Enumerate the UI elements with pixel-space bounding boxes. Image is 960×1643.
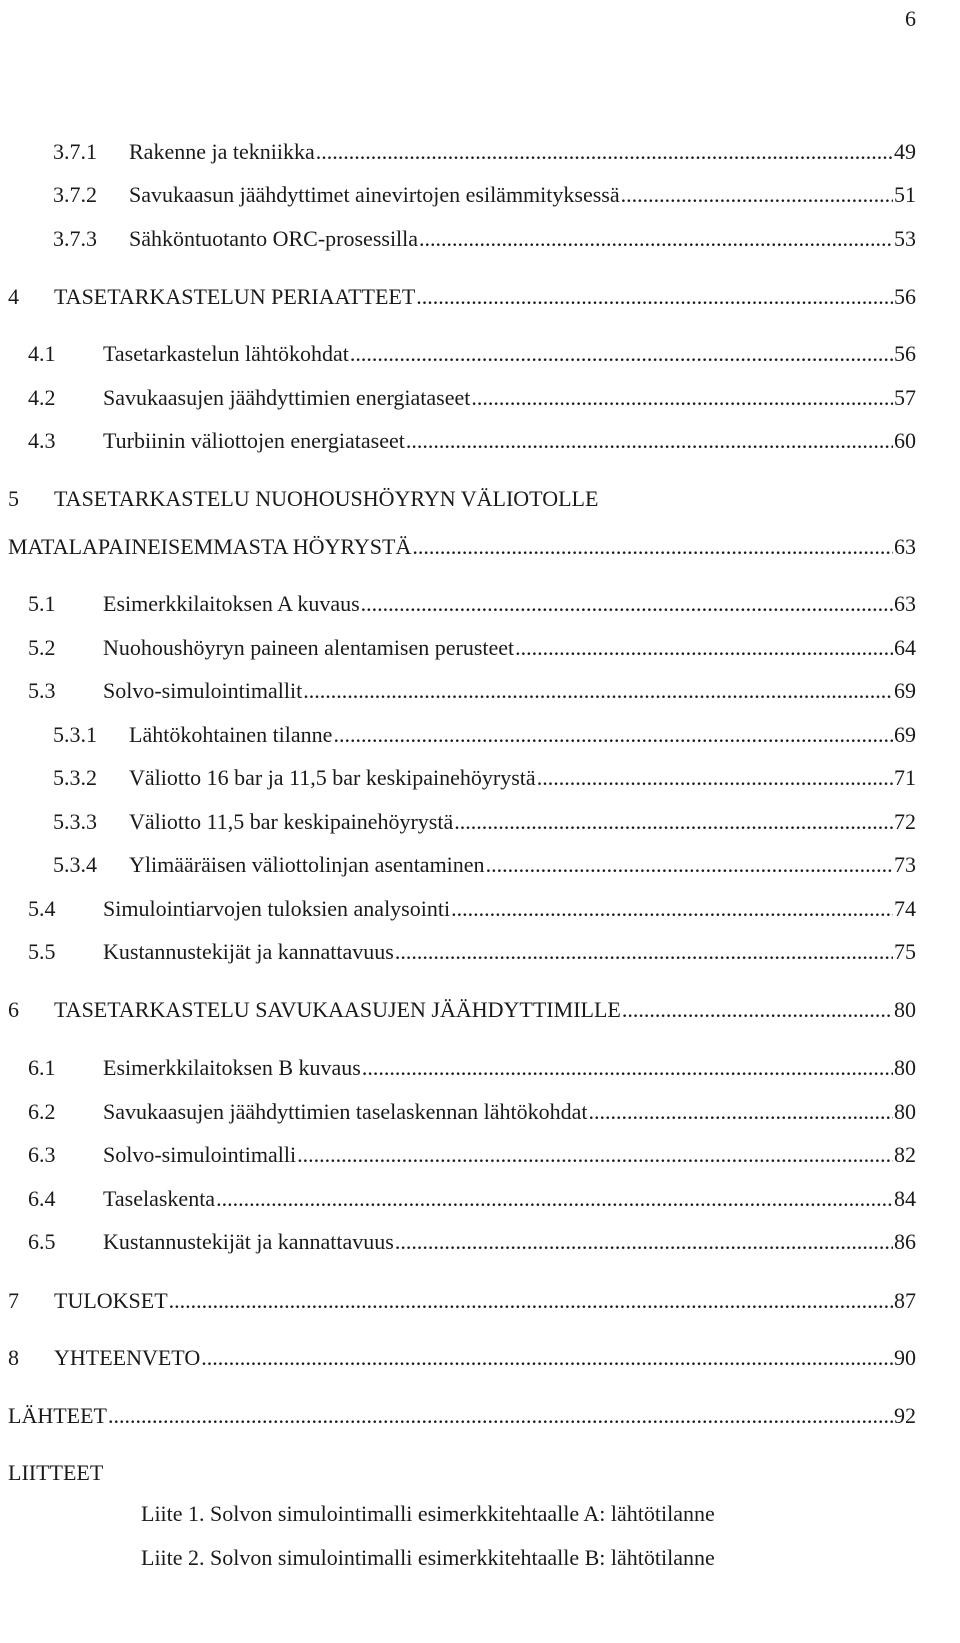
toc-leader — [333, 720, 893, 750]
toc-leader — [416, 282, 893, 312]
toc-title: Lähtökohtainen tilanne — [129, 722, 333, 747]
toc-title: Sähköntuotanto ORC-prosessilla — [129, 226, 419, 251]
toc-entry-5-3-1[interactable] — [53, 720, 916, 750]
toc-page: 74 — [894, 896, 916, 921]
toc-page: 63 — [894, 591, 916, 616]
toc-leader — [108, 1401, 893, 1431]
toc-page: 53 — [894, 226, 916, 251]
toc-entry-3-7-3[interactable] — [53, 224, 916, 254]
toc-page: 56 — [894, 284, 916, 309]
toc-page: 64 — [894, 635, 916, 660]
toc-page: 80 — [894, 1055, 916, 1080]
toc-entry-5-3-4[interactable] — [53, 850, 916, 880]
toc-title: TASETARKASTELU SAVUKAASUJEN JÄÄHDYTTIMILLE — [54, 997, 621, 1022]
appendix-item-2[interactable]: Liite 2. Solvon simulointimalli esimerkkitehtaalle B: lähtötilanne — [141, 1545, 715, 1570]
toc-page: 75 — [894, 939, 916, 964]
toc-title: Väliotto 16 bar ja 11,5 bar keskipainehöyrystä — [129, 765, 536, 790]
toc-number: 5.3.1 — [53, 722, 97, 747]
toc-number: 6 — [8, 997, 19, 1022]
toc-leader — [471, 383, 893, 413]
appendix-item-1[interactable]: Liite 1. Solvon simulointimalli esimerkkitehtaalle A: lähtötilanne — [141, 1501, 715, 1526]
toc-leader — [486, 850, 893, 880]
toc-leader — [361, 589, 893, 619]
toc-title: TULOKSET — [54, 1288, 168, 1313]
toc-number: 5.4 — [28, 896, 56, 921]
toc-page: 69 — [894, 678, 916, 703]
toc-leader — [454, 807, 893, 837]
toc-entry-5-3[interactable] — [28, 676, 916, 706]
toc-leader — [350, 339, 893, 369]
toc-leader — [303, 676, 893, 706]
toc-number: 6.2 — [28, 1099, 56, 1124]
toc-number: 6.4 — [28, 1186, 56, 1211]
page-number: 6 — [905, 6, 916, 31]
toc-number: 4 — [8, 284, 19, 309]
toc-number: 5.3 — [28, 678, 56, 703]
toc-entry-6[interactable] — [8, 995, 916, 1025]
toc-title: YHTEENVETO — [54, 1345, 201, 1370]
toc-leader — [537, 763, 893, 793]
toc-page: 84 — [894, 1186, 916, 1211]
toc-title: Ylimääräisen väliottolinjan asentaminen — [129, 852, 485, 877]
toc-leader — [621, 180, 893, 210]
toc-number: 5.3.4 — [53, 852, 97, 877]
toc-page: 57 — [894, 385, 916, 410]
toc-leader — [201, 1343, 893, 1373]
toc-title: Rakenne ja tekniikka — [129, 139, 315, 164]
toc-leader — [216, 1184, 893, 1214]
toc-entry-6-5[interactable] — [28, 1227, 916, 1257]
toc-entry-5-5[interactable] — [28, 937, 916, 967]
toc-title: MATALAPAINEISEMMASTA HÖYRYSTÄ — [8, 534, 412, 559]
toc-page: 87 — [894, 1288, 916, 1313]
toc-entry-5-1[interactable] — [28, 589, 916, 619]
toc-title: LÄHTEET — [8, 1403, 107, 1428]
toc-page: 82 — [894, 1142, 916, 1167]
toc-entry-4-2[interactable] — [28, 383, 916, 413]
toc-title: TASETARKASTELUN PERIAATTEET — [54, 284, 416, 309]
appendix-heading: LIITTEET — [8, 1460, 104, 1485]
toc-number: 4.1 — [28, 341, 56, 366]
toc-entry-4-3[interactable] — [28, 426, 916, 456]
toc-page: 90 — [894, 1345, 916, 1370]
toc-number: 5 — [8, 486, 19, 511]
toc-title: Simulointiarvojen tuloksien analysointi — [103, 896, 451, 921]
toc-page: 49 — [894, 139, 916, 164]
toc-leader — [297, 1140, 893, 1170]
toc-title: Esimerkkilaitoksen B kuvaus — [103, 1055, 361, 1080]
toc-title: Kustannustekijät ja kannattavuus — [103, 1229, 394, 1254]
toc-entry-8[interactable] — [8, 1343, 916, 1373]
toc-number: 3.7.2 — [53, 182, 97, 207]
toc-leader — [451, 894, 893, 924]
toc-page: 56 — [894, 341, 916, 366]
toc-entry-6-2[interactable] — [28, 1097, 916, 1127]
toc-entry-5-3-3[interactable] — [53, 807, 916, 837]
toc-title: Nuohoushöyryn paineen alentamisen perusteet — [103, 635, 515, 660]
toc-number: 6.1 — [28, 1055, 56, 1080]
toc-title: Savukaasujen jäähdyttimien taselaskennan lähtökohdat — [103, 1099, 588, 1124]
toc-leader — [395, 1227, 893, 1257]
toc-number: 5.5 — [28, 939, 56, 964]
toc-number: 4.2 — [28, 385, 56, 410]
toc-leader — [316, 137, 893, 167]
toc-entry-3-7-1[interactable] — [53, 137, 916, 167]
toc-number: 4.3 — [28, 428, 56, 453]
toc-entry-5-3-2[interactable] — [53, 763, 916, 793]
toc-page: 72 — [894, 809, 916, 834]
toc-page: 80 — [894, 997, 916, 1022]
toc-leader — [622, 995, 893, 1025]
toc-leader — [395, 937, 893, 967]
toc-title: Väliotto 11,5 bar keskipainehöyrystä — [129, 809, 454, 834]
toc-leader — [362, 1053, 893, 1083]
toc-number: 8 — [8, 1345, 19, 1370]
toc-entry-5-4[interactable] — [28, 894, 916, 924]
toc-page: 60 — [894, 428, 916, 453]
toc-page: 71 — [894, 765, 916, 790]
toc-leader — [515, 633, 893, 663]
toc-number: 5.1 — [28, 591, 56, 616]
toc-entry-4-1[interactable] — [28, 339, 916, 369]
toc-page: 73 — [894, 852, 916, 877]
toc-leader — [412, 532, 893, 562]
toc-number: 5.3.3 — [53, 809, 97, 834]
toc-title: TASETARKASTELU NUOHOUSHÖYRYN VÄLIOTOLLE — [54, 486, 599, 511]
toc-title: Kustannustekijät ja kannattavuus — [103, 939, 394, 964]
toc-entry-7[interactable] — [8, 1286, 916, 1316]
toc-number: 7 — [8, 1288, 19, 1313]
toc-entry-3-7-2[interactable] — [53, 180, 916, 210]
toc-page: 63 — [894, 534, 916, 559]
toc-page: 69 — [894, 722, 916, 747]
toc-leader — [169, 1286, 893, 1316]
toc-entry-5-continued[interactable] — [8, 532, 916, 562]
toc-leader — [406, 426, 893, 456]
toc-title: Esimerkkilaitoksen A kuvaus — [103, 591, 360, 616]
toc-leader — [419, 224, 893, 254]
toc-entry-lahteet[interactable] — [8, 1401, 916, 1431]
toc-entry-6-4[interactable] — [28, 1184, 916, 1214]
toc-number: 5.2 — [28, 635, 56, 660]
toc-entry-4[interactable] — [8, 282, 916, 312]
toc-title: Tasetarkastelun lähtökohdat — [103, 341, 349, 366]
toc-entry-6-1[interactable] — [28, 1053, 916, 1083]
toc-title: Solvo-simulointimallit — [103, 678, 303, 703]
toc-number: 3.7.3 — [53, 226, 97, 251]
toc-page: 80 — [894, 1099, 916, 1124]
toc-number: 6.5 — [28, 1229, 56, 1254]
toc-title: Taselaskenta — [103, 1186, 216, 1211]
toc-entry-6-3[interactable] — [28, 1140, 916, 1170]
toc-page: 86 — [894, 1229, 916, 1254]
toc-entry-5-2[interactable] — [28, 633, 916, 663]
toc-title: Savukaasun jäähdyttimet ainevirtojen esilämmityksessä — [129, 182, 620, 207]
toc-title: Turbiinin väliottojen energiataseet — [103, 428, 405, 453]
toc-title: Savukaasujen jäähdyttimien energiataseet — [103, 385, 471, 410]
toc-page: 92 — [894, 1403, 916, 1428]
toc-page: 51 — [894, 182, 916, 207]
toc-number: 6.3 — [28, 1142, 56, 1167]
toc-entry-5[interactable] — [8, 484, 598, 514]
toc-leader — [588, 1097, 893, 1127]
toc-title: Solvo-simulointimalli — [103, 1142, 297, 1167]
toc-number: 3.7.1 — [53, 139, 97, 164]
toc-number: 5.3.2 — [53, 765, 97, 790]
